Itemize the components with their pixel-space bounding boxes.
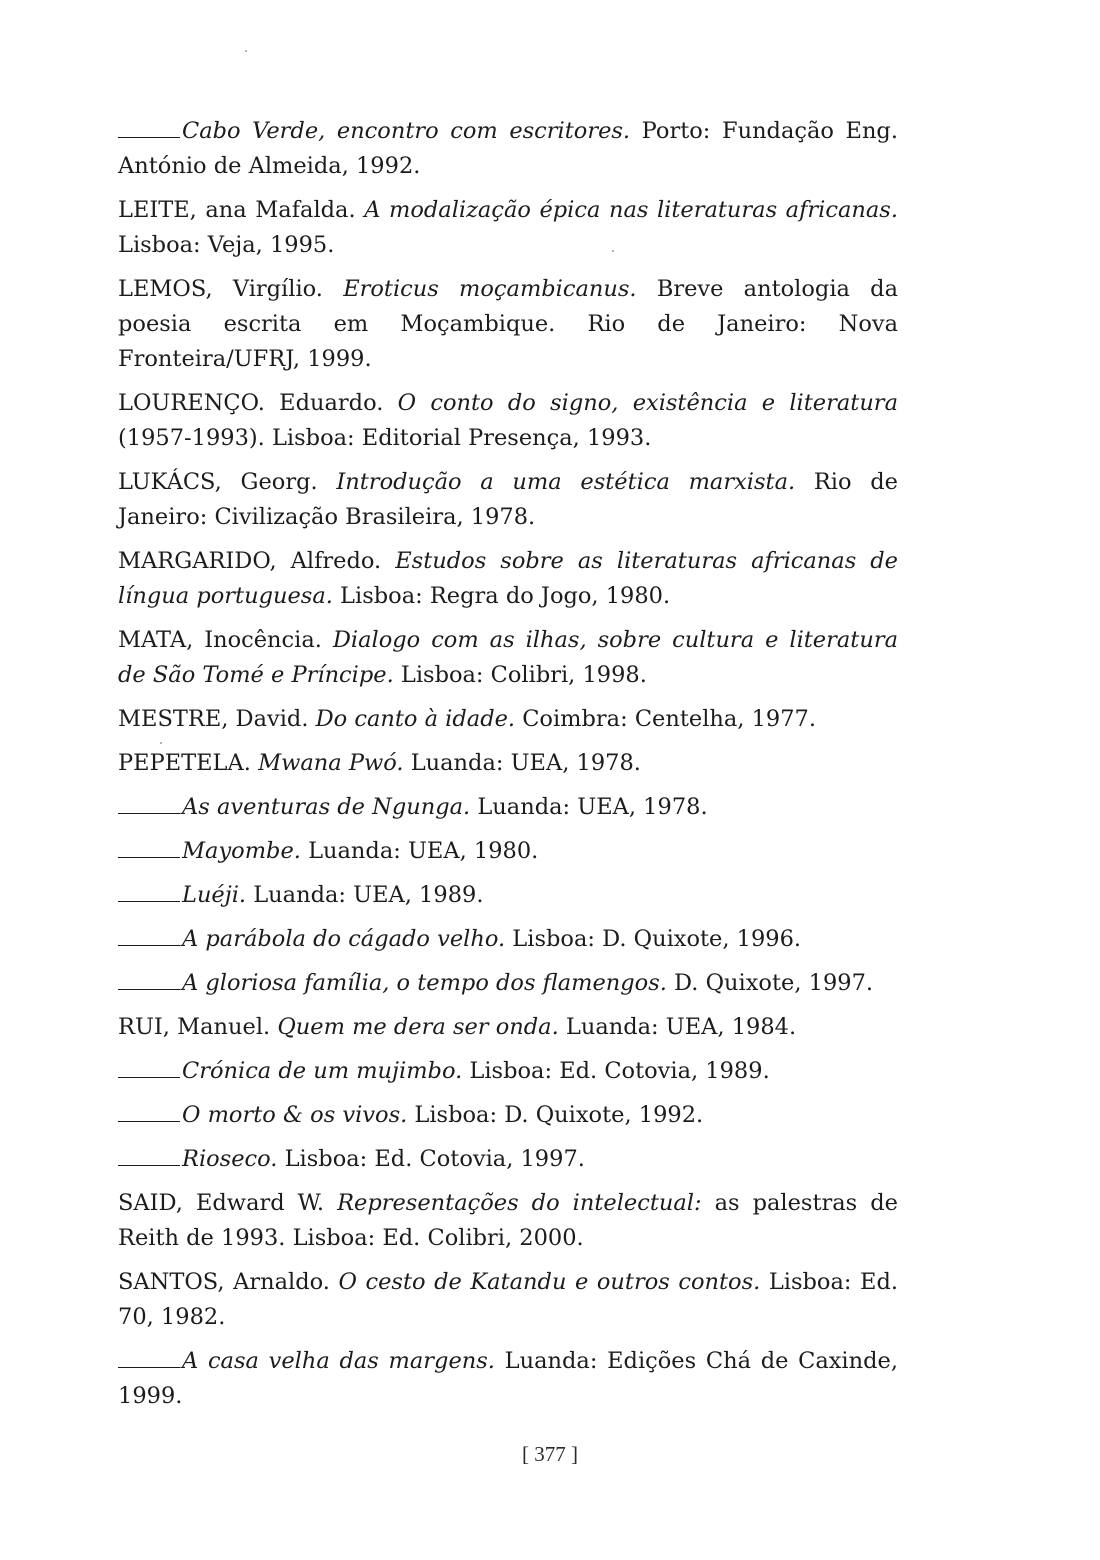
bibliography-entry — [118, 544, 898, 614]
entry-title: O cesto de Katandu e outros contos. — [338, 1269, 761, 1295]
entry-publication: Rio de Janeiro: Civilização Brasileira, 1978. — [118, 469, 898, 530]
bibliography-entry — [118, 272, 898, 377]
repeated-author-rule — [118, 1077, 180, 1078]
bibliography-entry — [118, 1054, 898, 1089]
entry-publication: Luanda: UEA, 1989. — [246, 882, 484, 908]
entry-author: MATA, Inocência. — [118, 627, 333, 653]
repeated-author-rule — [118, 813, 180, 814]
scan-speck — [160, 742, 162, 744]
entry-publication: Luanda: UEA, 1980. — [300, 838, 539, 864]
repeated-author-rule — [118, 1367, 180, 1368]
entry-author: PEPETELA. — [118, 750, 259, 776]
bibliography-entry — [118, 114, 898, 184]
bibliography-entry — [118, 1186, 898, 1256]
entry-publication: Lisboa: D. Quixote, 1996. — [505, 926, 802, 952]
entry-publication: Breve antologia da poesia escrita em Moçambique. Rio de Janeiro: Nova Fronteira/UFRJ, 1999. — [118, 276, 898, 372]
entry-publication: Luanda: UEA, 1984. — [558, 1014, 797, 1040]
entry-title: Crónica de um mujimbo. — [182, 1058, 463, 1084]
entry-publication: as palestras de Reith de 1993. Lisboa: Ed. Colibri, 2000. — [118, 1190, 898, 1251]
entry-publication: Lisboa: Veja, 1995. — [118, 232, 335, 258]
entry-author: SAID, Edward W. — [118, 1190, 338, 1216]
entry-publication: Lisboa: Ed. Cotovia, 1997. — [277, 1146, 585, 1172]
entry-title: Do canto à idade. — [315, 706, 516, 732]
entry-author: MARGARIDO, Alfredo. — [118, 548, 396, 574]
entry-publication: Luanda: Edições Chá de Caxinde, 1999. — [118, 1348, 898, 1409]
repeated-author-rule — [118, 1165, 180, 1166]
entry-title: Estudos sobre as literaturas africanas de língua portuguesa. — [118, 548, 899, 609]
bibliography-entry — [118, 193, 898, 263]
entry-title: Mayombe. — [182, 838, 301, 864]
entry-title: Introdução a uma estética marxista. — [336, 469, 796, 495]
entry-author: LUKÁCS, Georg. — [118, 469, 337, 495]
entry-publication: Porto: Fundação Eng. António de Almeida, 1992. — [118, 118, 898, 179]
repeated-author-rule — [118, 137, 180, 138]
entry-title: Luéji. — [182, 882, 247, 908]
entry-author: MESTRE, David. — [118, 706, 316, 732]
entry-title: O conto do signo, existência e literatura — [397, 390, 898, 416]
bibliography-entry — [118, 1142, 898, 1177]
bibliography-entry — [118, 746, 898, 781]
repeated-author-rule — [118, 857, 180, 858]
repeated-author-rule — [118, 901, 180, 902]
bibliography-entry — [118, 702, 898, 737]
entry-publication: Lisboa: Ed. Cotovia, 1989. — [462, 1058, 770, 1084]
entry-title: Eroticus moçambicanus. — [343, 276, 637, 302]
bibliography-entry — [118, 790, 898, 825]
entry-title: Cabo Verde, encontro com escritores. — [182, 118, 631, 144]
entry-title: Rioseco. — [182, 1146, 278, 1172]
entry-author: RUI, Manuel. — [118, 1014, 278, 1040]
entry-title: A modalização épica nas literaturas africanas. — [364, 197, 898, 223]
entry-publication: (1957-1993). Lisboa: Editorial Presença, 1993. — [118, 425, 652, 451]
bibliography-entry — [118, 465, 898, 535]
entry-author: LOURENÇO. Eduardo. — [118, 390, 398, 416]
bibliography-entry — [118, 386, 898, 456]
bibliography-entry — [118, 922, 898, 957]
scan-speck — [612, 250, 614, 252]
bibliography-entry — [118, 1265, 898, 1335]
entry-publication: Lisboa: Ed. 70, 1982. — [118, 1269, 898, 1330]
entry-title: A casa velha das margens. — [182, 1348, 495, 1374]
repeated-author-rule — [118, 989, 180, 990]
entry-author: SANTOS, Arnaldo. — [118, 1269, 339, 1295]
entry-title: As aventuras de Ngunga. — [182, 794, 471, 820]
bibliography-list — [118, 114, 898, 1423]
bibliography-entry — [118, 878, 898, 913]
entry-title: Mwana Pwó. — [258, 750, 404, 776]
entry-publication: D. Quixote, 1997. — [666, 970, 874, 996]
entry-title: A gloriosa família, o tempo dos flamengos. — [182, 970, 667, 996]
entry-author: LEMOS, Virgílio. — [118, 276, 344, 302]
entry-publication: Lisboa: Regra do Jogo, 1980. — [332, 583, 671, 609]
entry-title: Representações do intelectual: — [337, 1190, 702, 1216]
scan-speck — [245, 50, 247, 52]
bibliography-entry — [118, 834, 898, 869]
repeated-author-rule — [118, 1121, 180, 1122]
page-number: [ 377 ] — [522, 1442, 578, 1466]
entry-publication: Luanda: UEA, 1978. — [403, 750, 641, 776]
entry-title: Quem me dera ser onda. — [277, 1014, 559, 1040]
bibliography-entry — [118, 623, 898, 693]
entry-publication: Lisboa: Colibri, 1998. — [393, 662, 647, 688]
entry-author: LEITE, ana Mafalda. — [118, 197, 365, 223]
repeated-author-rule — [118, 945, 180, 946]
entry-publication: Coimbra: Centelha, 1977. — [515, 706, 817, 732]
entry-title: Dialogo com as ilhas, sobre cultura e literatura de São Tomé e Príncipe. — [118, 627, 898, 688]
entry-publication: Lisboa: D. Quixote, 1992. — [407, 1102, 704, 1128]
bibliography-entry — [118, 1344, 898, 1414]
bibliography-entry — [118, 966, 898, 1001]
entry-title: A parábola do cágado velho. — [182, 926, 506, 952]
bibliography-entry — [118, 1098, 898, 1133]
bibliography-entry — [118, 1010, 898, 1045]
entry-title: O morto & os vivos. — [182, 1102, 408, 1128]
entry-publication: Luanda: UEA, 1978. — [470, 794, 708, 820]
